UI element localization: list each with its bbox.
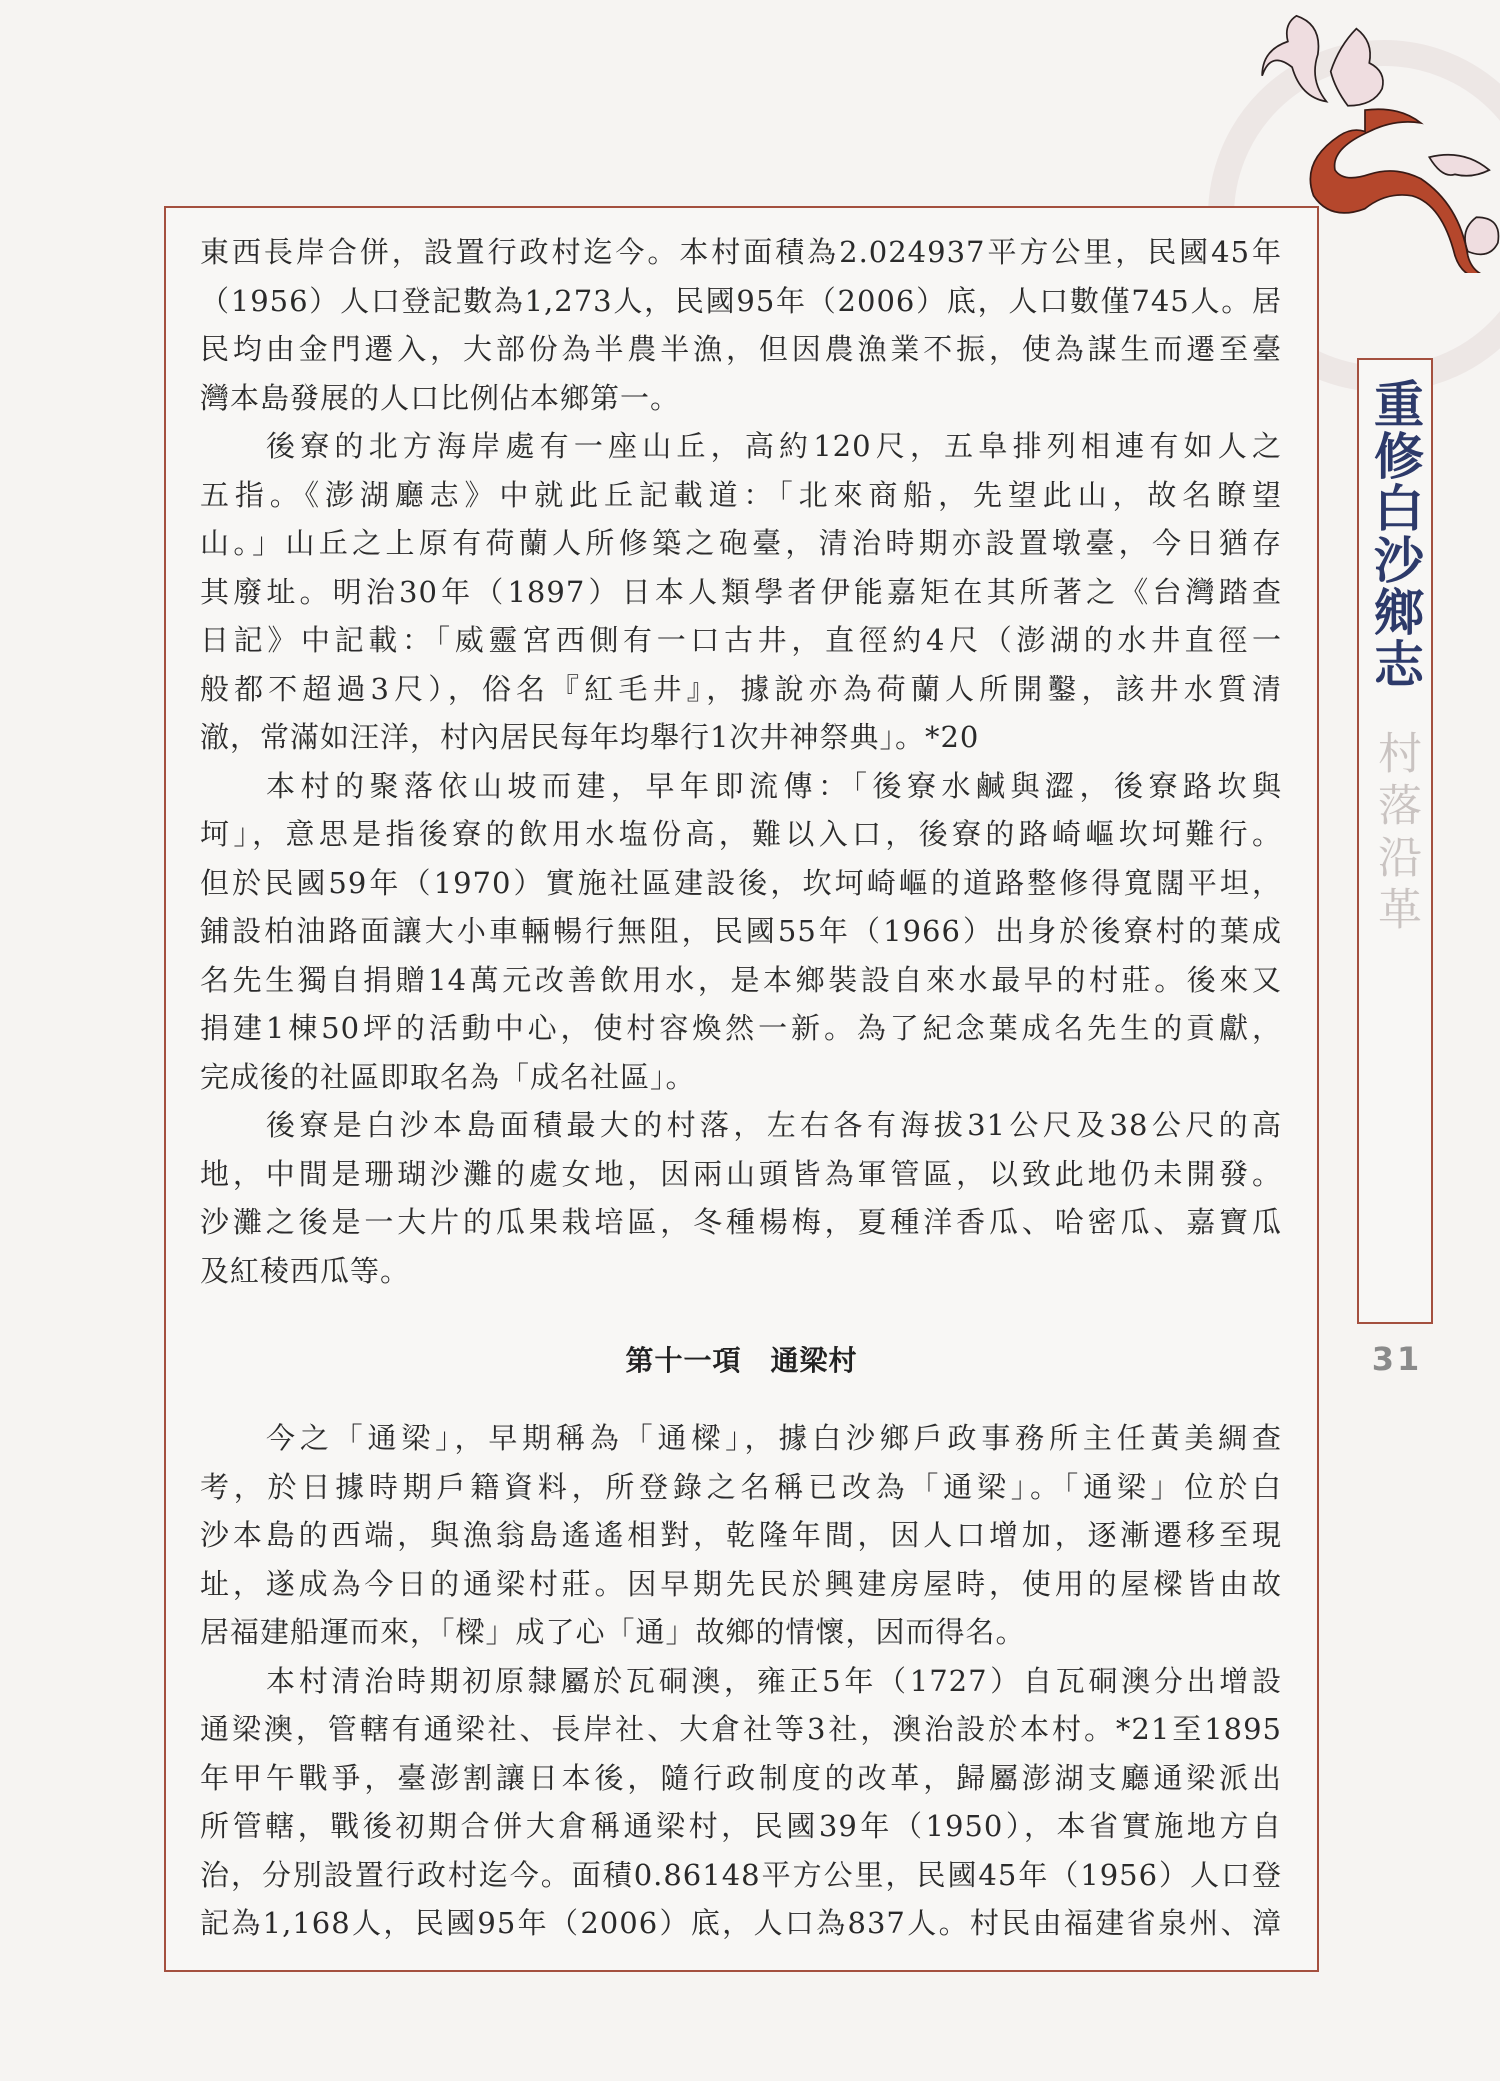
text-line: 後寮的北方海岸處有一座山丘，高約120尺，五阜排列相連有如人之 — [266, 429, 1282, 463]
paragraph — [200, 762, 1282, 1102]
text-line: 及紅稜西瓜等。 — [200, 1253, 411, 1288]
text-line: 居福建船運而來，「樑」成了心「通」故鄉的情懷，因而得名。 — [200, 1615, 1026, 1649]
text-section-tongliang — [200, 1414, 1282, 1948]
text-line: 後寮是白沙本島面積最大的村落，左右各有海拔31公尺及38公尺的高 — [266, 1108, 1282, 1142]
text-line: 今之「通梁」，早期稱為「通樑」，據白沙鄉戶政事務所主任黃美綢查 — [266, 1421, 1282, 1455]
paragraph — [200, 1414, 1282, 1657]
text-line: （1956）人口登記數為1,273人，民國95年（2006）底，人口數僅745人。居 — [200, 283, 1282, 318]
paragraph — [200, 422, 1282, 762]
text-line: 年甲午戰爭，臺澎割讓日本後，隨行政制度的改革，歸屬澎湖支廳通梁派出 — [200, 1760, 1282, 1795]
text-line: 般都不超過3尺），俗名『紅毛井』，據說亦為荷蘭人所開鑿，該井水質清 — [200, 671, 1282, 706]
section-heading: 第十一項 通梁村 — [625, 1344, 858, 1377]
dragon-ornament-icon — [1215, 0, 1500, 273]
paragraph — [200, 228, 1282, 422]
text-line: 捐建1棟50坪的活動中心，使村容煥然一新。為了紀念葉成名先生的貢獻， — [200, 1011, 1282, 1045]
text-line: 澈，常滿如汪洋，村內居民每年均舉行1次井神祭典」。*20 — [200, 720, 980, 754]
page-number: 31 — [1371, 1340, 1423, 1378]
text-line: 五指。《澎湖廳志》中就此丘記載道：「北來商船，先望此山，故名瞭望 — [200, 477, 1282, 512]
text-line: 坷」，意思是指後寮的飲用水塩份高，難以入口，後寮的路崎嶇坎坷難行。 — [200, 817, 1282, 851]
text-section-houliao — [200, 228, 1282, 1295]
text-line: 沙灘之後是一大片的瓜果栽培區，冬種楊梅，夏種洋香瓜、哈密瓜、嘉寶瓜 — [200, 1205, 1282, 1239]
side-title-frame — [1357, 358, 1433, 1324]
text-line: 其廢址。明治30年（1897）日本人類學者伊能嘉矩在其所著之《台灣踏查 — [200, 574, 1282, 609]
cloud-icon — [1262, 16, 1498, 255]
text-line: 沙本島的西端，與漁翁島遙遙相對，乾隆年間，因人口增加，逐漸遷移至現 — [200, 1518, 1282, 1552]
text-line: 所管轄，戰後初期合併大倉稱通梁村，民國39年（1950），本省實施地方自 — [200, 1809, 1282, 1843]
text-line: 治，分別設置行政村迄今。面積0.86148平方公里，民國45年（1956）人口登 — [200, 1857, 1282, 1892]
text-line: 完成後的社區即取名為「成名社區」。 — [200, 1059, 696, 1094]
text-line: 名先生獨自捐贈14萬元改善飲用水，是本鄉裝設自來水最早的村莊。後來又 — [200, 962, 1282, 997]
text-line: 灣本島發展的人口比例佔本鄉第一。 — [200, 380, 681, 415]
text-line: 記為1,168人，民國95年（2006）底，人口為837人。村民由福建省泉州、漳 — [200, 1906, 1282, 1940]
paragraph — [200, 1101, 1282, 1295]
text-line: 東西長岸合併，設置行政村迄今。本村面積為2.024937平方公里，民國45年 — [200, 235, 1282, 269]
text-line: 但於民國59年（1970）實施社區建設後，坎坷崎嶇的道路整修得寬闊平坦， — [200, 865, 1282, 900]
text-line: 本村清治時期初原隸屬於瓦硐澳，雍正5年（1727）自瓦硐澳分出增設 — [266, 1663, 1282, 1698]
text-line: 通梁澳，管轄有通梁社、長岸社、大倉社等3社，澳治設於本村。*21至1895 — [200, 1712, 1282, 1746]
book-title: 重修白沙鄉志 — [1366, 378, 1425, 690]
text-line: 山。」山丘之上原有荷蘭人所修築之砲臺，清治時期亦設置墩臺，今日猶存 — [200, 526, 1282, 560]
paragraph — [200, 1657, 1282, 1948]
text-line: 考，於日據時期戶籍資料，所登錄之名稱已改為「通梁」。「通梁」位於白 — [200, 1469, 1282, 1504]
text-line: 址，遂成為今日的通梁村莊。因早期先民於興建房屋時，使用的屋樑皆由故 — [200, 1566, 1282, 1601]
text-line: 鋪設柏油路面讓大小車輛暢行無阻，民國55年（1966）出身於後寮村的葉成 — [200, 914, 1282, 948]
chapter-label: 村落沿革 — [1370, 730, 1421, 938]
text-line: 本村的聚落依山坡而建，早年即流傳：「後寮水鹹與澀，後寮路坎與 — [266, 768, 1282, 803]
text-line: 地，中間是珊瑚沙灘的處女地，因兩山頭皆為軍管區，以致此地仍未開發。 — [200, 1156, 1282, 1191]
text-line: 民均由金門遷入，大部份為半農半漁，但因農漁業不振，使為謀生而遷至臺 — [200, 332, 1282, 366]
text-line: 日記》中記載：「威靈宮西側有一口古井，直徑約4尺（澎湖的水井直徑一 — [200, 623, 1282, 657]
dragon-body — [1310, 109, 1489, 273]
